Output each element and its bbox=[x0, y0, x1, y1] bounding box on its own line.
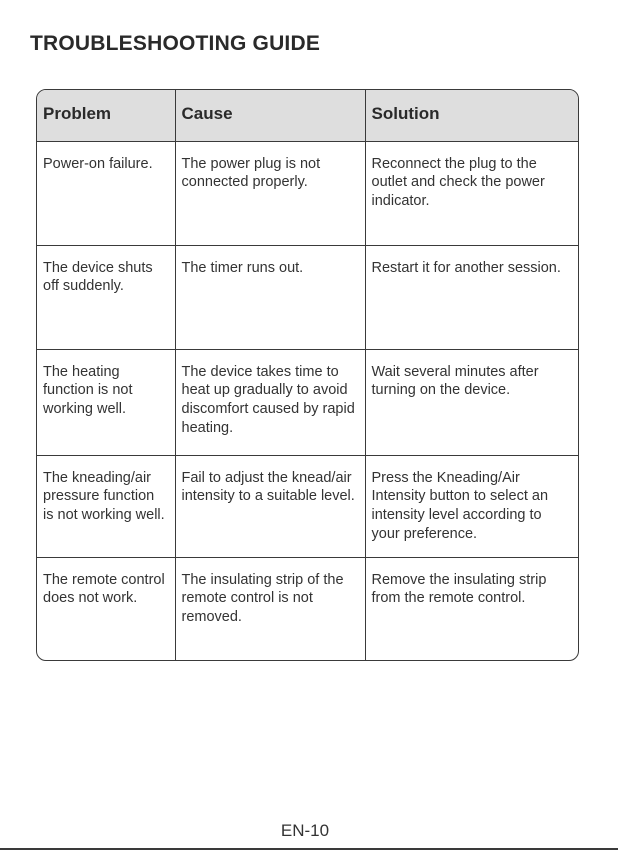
solution-cell: Press the Kneading/Air Intensity button to select an intensity level according to your preference. bbox=[365, 455, 578, 557]
table-row bbox=[37, 349, 578, 455]
cause-cell: Fail to adjust the knead/air intensity to a suitable level. bbox=[175, 455, 365, 557]
table-row bbox=[37, 245, 578, 349]
problem-cell: The device shuts off suddenly. bbox=[37, 245, 175, 349]
problem-cell: The remote control does not work. bbox=[37, 557, 175, 661]
solution-cell: Wait several minutes after turning on the device. bbox=[365, 349, 578, 455]
header-problem: Problem bbox=[37, 90, 175, 141]
problem-cell: The heating function is not working well. bbox=[37, 349, 175, 455]
solution-cell: Reconnect the plug to the outlet and check the power indicator. bbox=[365, 141, 578, 245]
cause-cell: The power plug is not connected properly. bbox=[175, 141, 365, 245]
cause-cell: The insulating strip of the remote control is not removed. bbox=[175, 557, 365, 661]
solution-cell: Remove the insulating strip from the remote control. bbox=[371, 571, 547, 607]
troubleshooting-table bbox=[36, 89, 579, 661]
cause-cell: The timer runs out. bbox=[175, 245, 365, 349]
problem-cell: The kneading/air pressure function is not working well. bbox=[37, 455, 175, 557]
problem-cell: Power-on failure. bbox=[37, 141, 175, 245]
table-row bbox=[37, 141, 578, 245]
header-solution: Solution bbox=[365, 90, 578, 141]
page-title: TROUBLESHOOTING GUIDE bbox=[30, 32, 321, 55]
solution-cell: Restart it for another session. bbox=[365, 245, 578, 349]
table-row bbox=[37, 455, 578, 557]
table-row bbox=[37, 557, 578, 661]
bottom-divider bbox=[0, 848, 618, 850]
header-cause: Cause bbox=[175, 90, 365, 141]
table-header-row bbox=[37, 90, 578, 141]
cause-cell: The device takes time to heat up gradually to avoid discomfort caused by rapid heating. bbox=[175, 349, 365, 455]
page-number: EN-10 bbox=[280, 821, 330, 840]
